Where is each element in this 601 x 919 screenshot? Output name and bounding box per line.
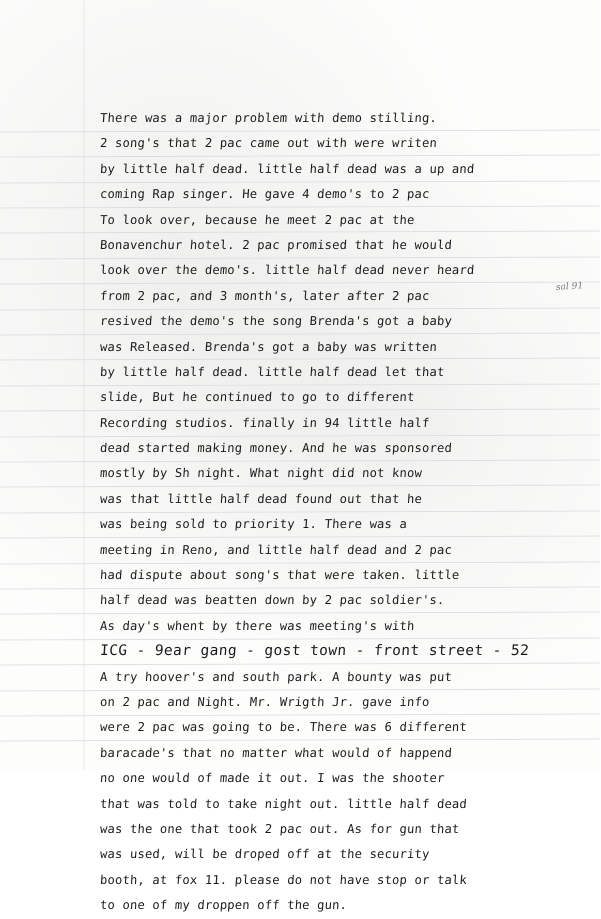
text-line: mostly by Sh night. What night did not know [99, 466, 423, 481]
text-line: 2 song's that 2 pac came out with were writen [99, 136, 438, 151]
text-line: was Released. Brenda's got a baby was written [99, 339, 438, 354]
handwritten-text [100, 106, 600, 919]
text-line: was the one that took 2 pac out. As for gun that [99, 821, 460, 836]
text-line: to one of my droppen off the gun. [99, 898, 348, 913]
text-line: by little half dead. little half dead let that [99, 364, 445, 379]
text-line: resived the demo's the song Brenda's got a baby [99, 314, 453, 329]
text-line: was that little half dead found out that he [99, 491, 423, 506]
text-line: were 2 pac was going to be. There was 6 different [99, 720, 468, 735]
text-line: To look over, because he meet 2 pac at the [99, 212, 416, 227]
text-line: was being sold to priority 1. There was a [99, 517, 408, 532]
text-line: was used, will be droped off at the security [99, 847, 430, 862]
text-line: half dead was beatten down by 2 pac soldier's. [99, 593, 445, 608]
text-line: Recording studios. finally in 94 little half [99, 415, 430, 430]
text-line: Bonavenchur hotel. 2 pac promised that he would [99, 237, 453, 252]
text-line: As day's whent by there was meeting's with [99, 618, 416, 633]
text-line: coming Rap singer. He gave 4 demo's to 2 pac [99, 187, 430, 202]
text-line: no one would of made it out. I was the shooter [99, 771, 445, 786]
text-line: meeting in Reno, and little half dead and 2 pac [99, 542, 453, 557]
text-line: that was told to take night out. little half dead [99, 796, 468, 811]
text-line: from 2 pac, and 3 month's, later after 2 pac [99, 288, 430, 303]
text-line: slide, But he continued to go to different [99, 390, 416, 405]
text-line: baracade's that no matter what would of happend [99, 745, 453, 760]
text-line: look over the demo's. little half dead never heard [99, 263, 475, 278]
text-line: There was a major problem with demo stilling. [99, 111, 438, 125]
margin-note: sal 91 [555, 281, 584, 293]
text-line: had dispute about song's that were taken. little [99, 568, 460, 583]
text-line: dead started making money. And he was sponsored [99, 441, 453, 456]
text-line: ICG - 9ear gang - gost town - front street - 52 [99, 643, 530, 660]
text-line: A try hoover's and south park. A bounty was put [99, 669, 453, 684]
text-line: by little half dead. little half dead was a up and [99, 161, 475, 176]
text-line: booth, at fox 11. please do not have stop or talk [99, 872, 468, 887]
text-line: on 2 pac and Night. Mr. Wrigth Jr. gave info [99, 694, 430, 709]
